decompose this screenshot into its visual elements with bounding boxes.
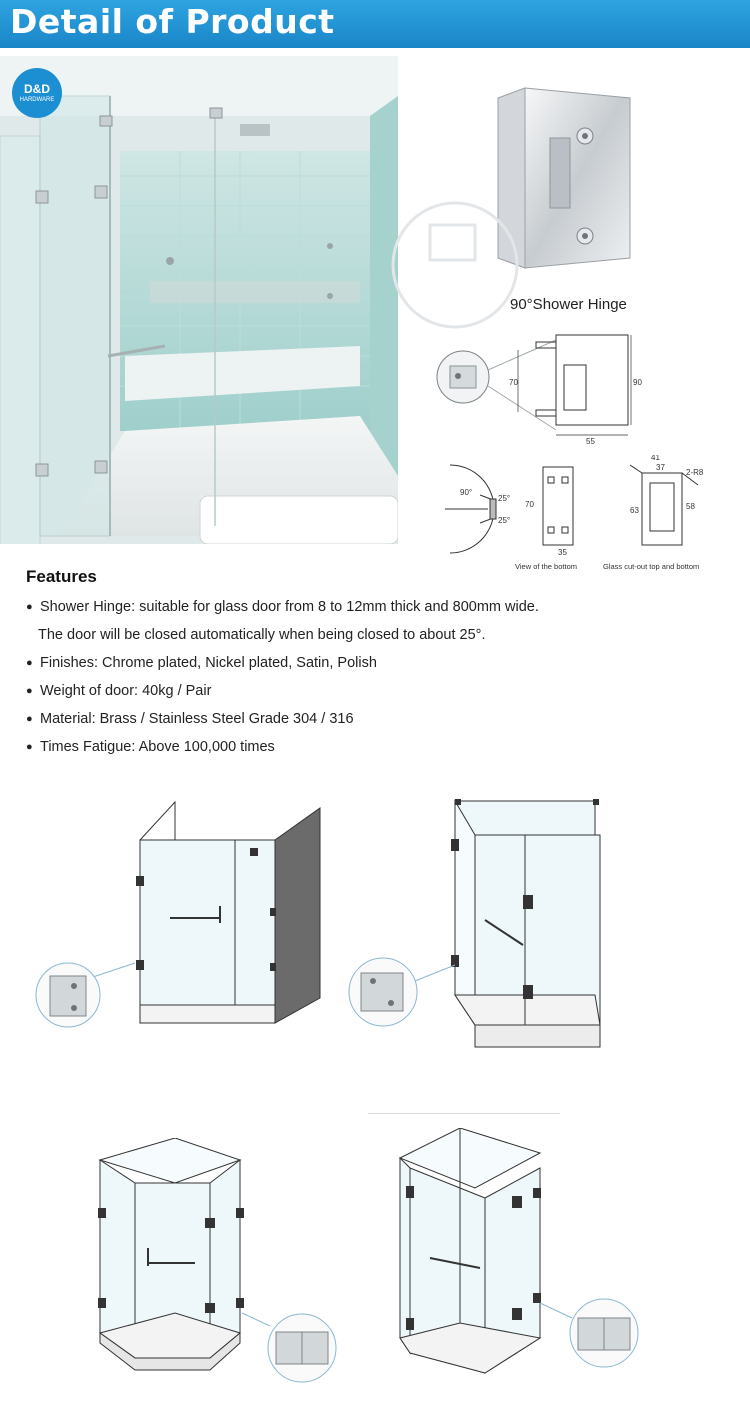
- feature-item: ● Material: Brass / Stainless Steel Grade 304 / 316: [26, 711, 354, 727]
- shower-room-photo: [0, 56, 398, 544]
- hinge-bottom-drawings: [440, 455, 720, 565]
- bullet-icon: ●: [26, 713, 33, 725]
- bullet-icon: ●: [26, 685, 33, 697]
- features-section: [26, 567, 726, 765]
- dim-58: 58: [686, 502, 695, 511]
- hinge-dimension-drawing: [436, 330, 646, 445]
- feature-item: ● Shower Hinge: suitable for glass door from 8 to 12mm thick and 800mm wide.: [26, 599, 539, 615]
- bullet-icon: ●: [26, 657, 33, 669]
- angle-90: 90°: [460, 488, 473, 497]
- feature-item: ● Finishes: Chrome plated, Nickel plated, Satin, Polish: [26, 655, 377, 671]
- dim-55: 55: [586, 437, 595, 445]
- dim-70: 70: [509, 378, 518, 387]
- angle-25-bottom: 25°: [498, 516, 511, 525]
- watermark-seal-icon: [390, 175, 520, 355]
- dim-90: 90: [633, 378, 642, 387]
- features-title: Features: [26, 567, 97, 586]
- shower-room-illustration: [0, 56, 398, 544]
- bullet-icon: ●: [26, 741, 33, 753]
- divider: [368, 1113, 560, 1114]
- brand-sub: HARDWARE: [19, 97, 55, 103]
- installation-diagram-corner-enclosure: [390, 1128, 670, 1383]
- page-title: Detail of Product: [10, 2, 335, 41]
- feature-item: ● Weight of door: 40kg / Pair: [26, 683, 212, 699]
- hinge-caption: 90°Shower Hinge: [510, 296, 627, 313]
- feature-item: ● Times Fatigue: Above 100,000 times: [26, 739, 275, 755]
- bottom-view-caption: View of the bottom: [515, 562, 577, 571]
- brand-name: D&D: [24, 82, 50, 96]
- brand-logo: [12, 68, 62, 118]
- dim-63: 63: [630, 506, 639, 515]
- dim-2r8: 2-R8: [686, 468, 704, 477]
- dim-37: 37: [656, 463, 665, 472]
- installation-diagram-wall-corner: [30, 798, 330, 1038]
- bullet-icon: ●: [26, 601, 33, 613]
- header-banner: [0, 0, 750, 48]
- installation-diagram-pentagon-enclosure: [90, 1138, 350, 1383]
- installation-diagram-square-enclosure: [345, 795, 615, 1065]
- dim-bottom-70: 70: [525, 500, 534, 509]
- cutout-caption: Glass cut-out top and bottom: [603, 562, 700, 571]
- angle-25-top: 25°: [498, 494, 511, 503]
- dim-bottom-35: 35: [558, 548, 567, 557]
- dim-41: 41: [651, 455, 660, 462]
- feature-item-continuation: The door will be closed automatically when being closed to about 25°.: [38, 627, 486, 643]
